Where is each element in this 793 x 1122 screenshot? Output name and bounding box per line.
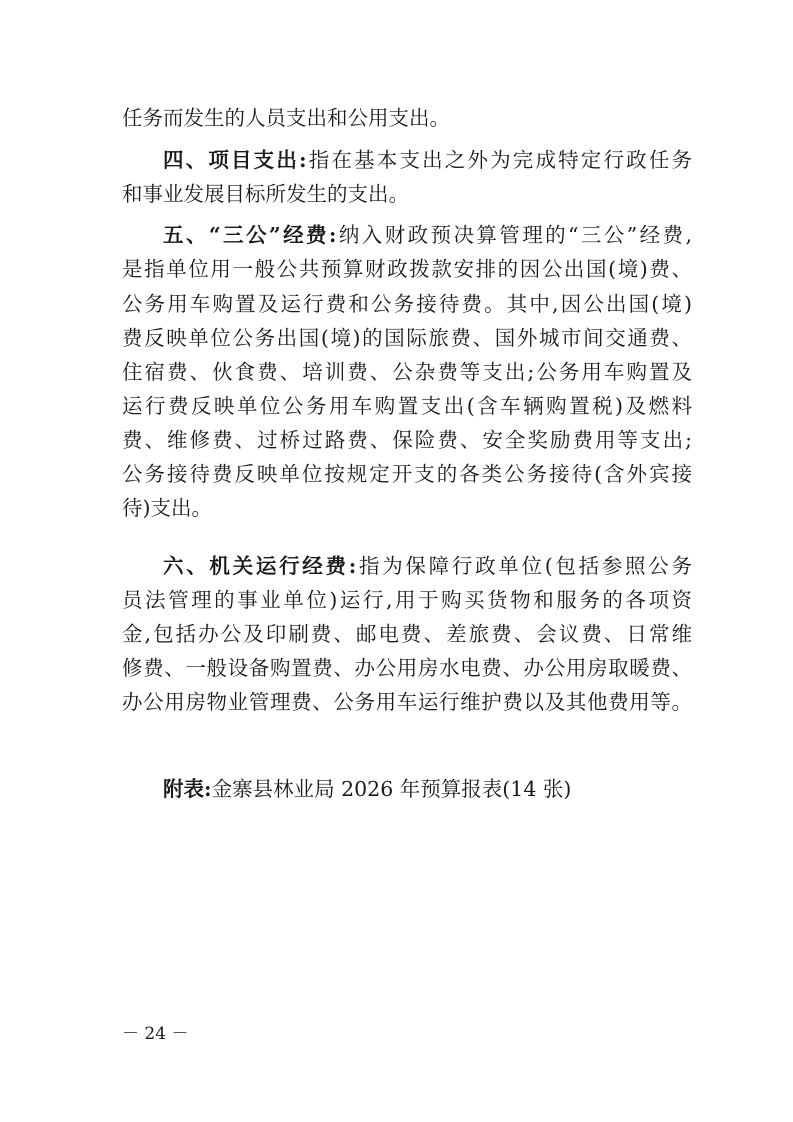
body-text: 任务而发生的人员支出和公用支出。 [122, 106, 450, 130]
body-text: 纳入财政预决算管理的“三公”经费, [336, 223, 692, 247]
body-text: 金,包括办公及印刷费、邮电费、差旅费、会议费、日常维 [122, 622, 692, 646]
body-text: 员法管理的事业单位)运行,用于购买货物和服务的各项资 [122, 588, 692, 612]
section6-line [122, 586, 692, 614]
section4-heading: 四、项目支出: [163, 148, 307, 172]
section6-line [122, 688, 692, 716]
section5-line [122, 426, 692, 454]
body-text: 公务接待费反映单位按规定开支的各类公务接待(含外宾接 [122, 462, 692, 486]
body-text: 是指单位用一般公共预算财政拨款安排的因公出国(境)费、 [122, 257, 692, 281]
section6-line [122, 654, 692, 682]
section6-heading: 六、机关运行经费: [163, 554, 357, 578]
section6-first-line [163, 552, 692, 580]
section4-line [122, 180, 692, 208]
body-text: 和事业发展目标所发生的支出。 [122, 182, 409, 206]
section5-line [122, 460, 692, 488]
attachment-label: 附表: [163, 777, 212, 801]
body-text: 运行费反映单位公务用车购置支出(含车辆购置税)及燃料 [122, 394, 692, 418]
paragraph-continuation-line [122, 104, 692, 132]
attachment-line [163, 775, 692, 803]
section5-line [122, 290, 692, 318]
body-text: 办公用房物业管理费、公务用车运行维护费以及其他费用等。 [122, 690, 692, 714]
body-text: 公务用车购置及运行费和公务接待费。其中,因公出国(境) [122, 292, 692, 316]
body-text: 待)支出。 [122, 496, 212, 520]
body-text: 住宿费、伙食费、培训费、公杂费等支出;公务用车购置及 [122, 360, 692, 384]
section5-line [122, 358, 692, 386]
section5-first-line [163, 221, 692, 249]
section4-first-line [163, 146, 692, 174]
body-text: 费反映单位公务出国(境)的国际旅费、国外城市间交通费、 [122, 326, 692, 350]
page-number: － 24 － [122, 1024, 189, 1044]
section5-line [122, 324, 692, 352]
body-text: 费、维修费、过桥过路费、保险费、安全奖励费用等支出; [122, 428, 692, 452]
section5-heading: 五、“三公”经费: [163, 223, 337, 247]
section6-line [122, 620, 692, 648]
body-text: 修费、一般设备购置费、办公用房水电费、办公用房取暖费、 [122, 656, 692, 680]
body-text: 指为保障行政单位(包括参照公务 [356, 554, 692, 578]
section5-line [122, 255, 692, 283]
body-text: 指在基本支出之外为完成特定行政任务 [306, 148, 692, 172]
attachment-text: 金寨县林业局 2026 年预算报表(14 张) [211, 777, 572, 801]
section5-line [122, 494, 692, 522]
section5-line [122, 392, 692, 420]
